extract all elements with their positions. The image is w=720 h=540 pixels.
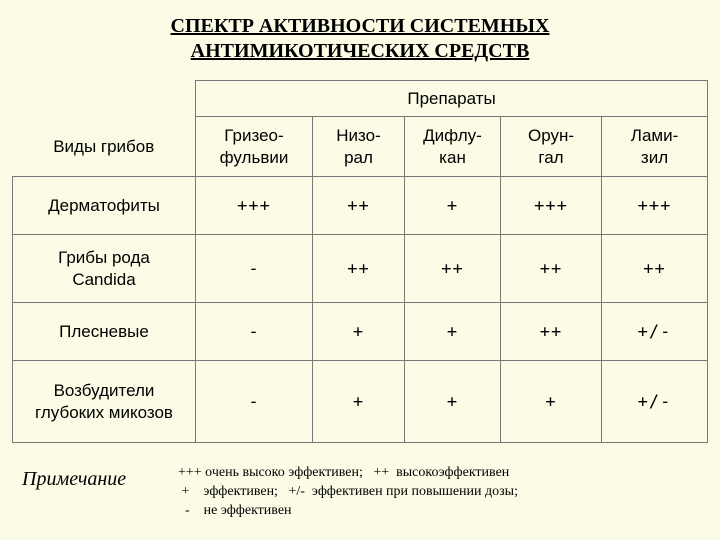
value-cell: ++ bbox=[602, 235, 708, 303]
row-label-text: Возбудители глубоких микозов bbox=[35, 380, 173, 422]
drug-name-line: Орун- bbox=[527, 125, 575, 145]
value-cell: + bbox=[313, 361, 405, 443]
table-row bbox=[13, 235, 708, 303]
value-cell: ++ bbox=[405, 235, 501, 303]
drug-name-line: зил bbox=[640, 147, 669, 167]
value-cell: + bbox=[405, 361, 501, 443]
value-cell: +++ bbox=[196, 177, 313, 235]
drug-name-line: Гризео- bbox=[224, 125, 284, 145]
types-header: Виды грибов bbox=[53, 137, 155, 157]
types-header-cell bbox=[13, 81, 196, 177]
row-label-molds: Плесневые bbox=[13, 303, 196, 361]
value-cell: + bbox=[313, 303, 405, 361]
row-label-dermatophytes: Дерматофиты bbox=[13, 177, 196, 235]
value-cell: - bbox=[196, 235, 313, 303]
drug-name-line: рал bbox=[344, 147, 373, 167]
row-label-candida bbox=[13, 235, 196, 303]
value-cell: +/- bbox=[602, 303, 708, 361]
value-cell: + bbox=[501, 361, 602, 443]
drug-name-line: Низо- bbox=[336, 125, 381, 145]
note-line-2: + эффективен; +/- эффективен при повышении дозы; bbox=[178, 484, 518, 499]
value-cell: + bbox=[405, 177, 501, 235]
value-cell: ++ bbox=[313, 177, 405, 235]
drug-header-nizoral bbox=[313, 117, 405, 177]
value-cell: +++ bbox=[501, 177, 602, 235]
row-label-deep-mycoses bbox=[13, 361, 196, 443]
activity-table bbox=[12, 80, 708, 443]
drug-header-diflucan bbox=[405, 117, 501, 177]
row-label-text: Грибы рода Candida bbox=[58, 247, 150, 289]
title-line-1: СПЕКТР АКТИВНОСТИ СИСТЕМНЫХ bbox=[170, 15, 550, 37]
note-label: Примечание bbox=[22, 468, 127, 490]
note-legend bbox=[178, 463, 518, 520]
note-line-1: +++ очень высоко эффективен; ++ высокоэффективен bbox=[178, 465, 510, 480]
value-cell: ++ bbox=[501, 303, 602, 361]
drug-name-line: гал bbox=[538, 147, 564, 167]
value-cell: - bbox=[196, 361, 313, 443]
value-cell: +++ bbox=[602, 177, 708, 235]
value-cell: +/- bbox=[602, 361, 708, 443]
note-line-3: - не эффективен bbox=[178, 503, 292, 518]
table-row bbox=[13, 303, 708, 361]
title-line-2: АНТИМИКОТИЧЕСКИХ СРЕДСТВ bbox=[190, 40, 530, 62]
table-row bbox=[13, 177, 708, 235]
drug-header-lamisil bbox=[602, 117, 708, 177]
drug-name-line: Лами- bbox=[630, 125, 679, 145]
value-cell: + bbox=[405, 303, 501, 361]
value-cell: ++ bbox=[313, 235, 405, 303]
value-cell: - bbox=[196, 303, 313, 361]
drug-header-orungal bbox=[501, 117, 602, 177]
page-title bbox=[0, 14, 720, 64]
drug-name-line: кан bbox=[439, 147, 466, 167]
table-row bbox=[13, 361, 708, 443]
drug-name-line: фульвии bbox=[219, 147, 289, 167]
drug-header-griseofulvin bbox=[196, 117, 313, 177]
drugs-header: Препараты bbox=[196, 81, 708, 117]
value-cell: ++ bbox=[501, 235, 602, 303]
drug-name-line: Дифлу- bbox=[423, 125, 482, 145]
